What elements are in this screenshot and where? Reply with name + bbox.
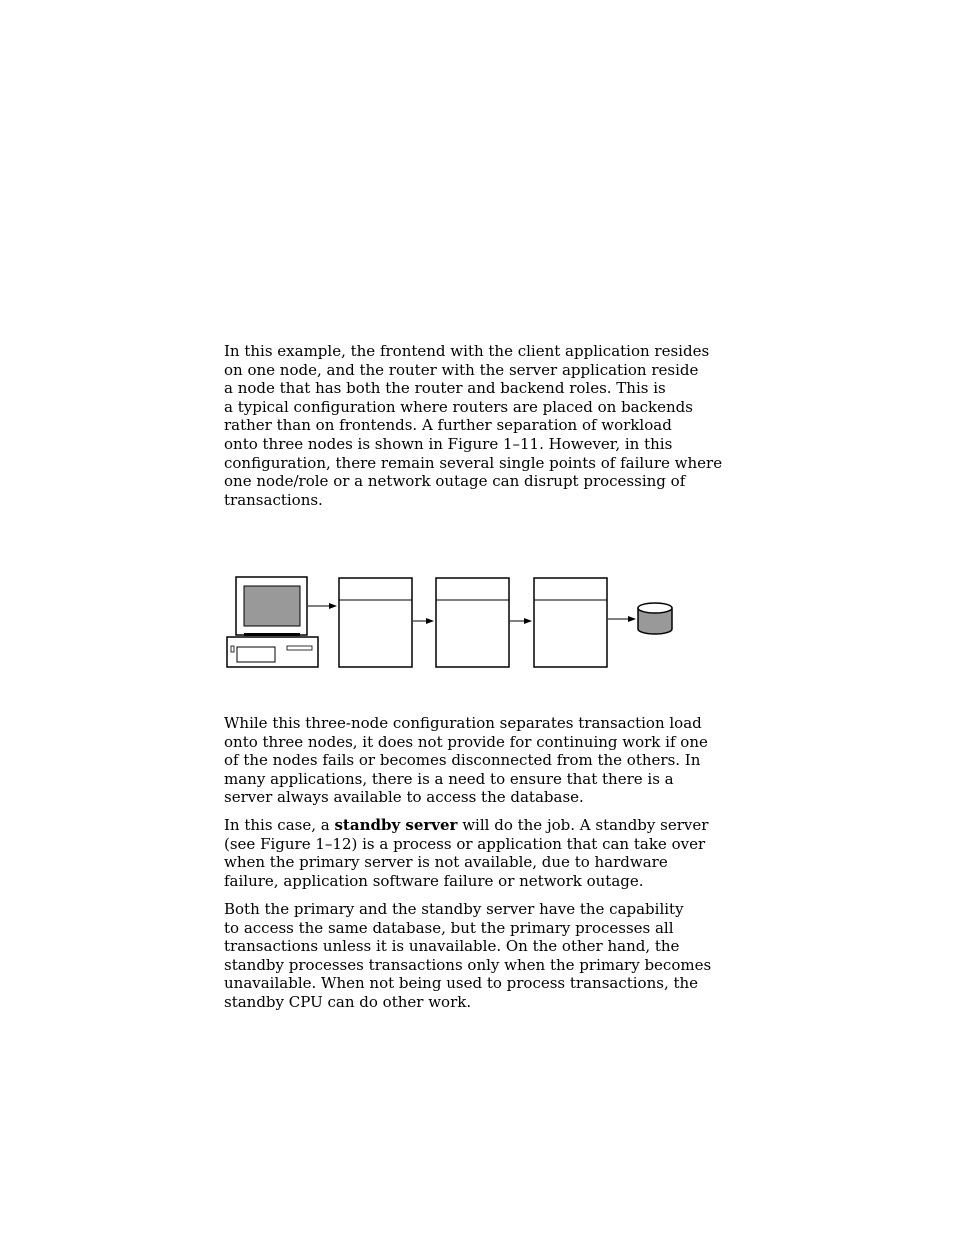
disk-drive bbox=[237, 647, 275, 662]
disk-slot bbox=[287, 646, 312, 650]
text-line: on one node, and the router with the server application reside bbox=[224, 360, 699, 379]
paragraph-primary-standby bbox=[224, 900, 711, 1012]
node-box-1 bbox=[339, 578, 412, 667]
paragraph-standby-server bbox=[224, 816, 708, 890]
text-line: failure, application software failure or network outage. bbox=[224, 871, 644, 890]
text-line: a typical configuration where routers are placed on backends bbox=[224, 397, 693, 416]
text-line: onto three nodes is shown in Figure 1–11. However, in this bbox=[224, 434, 673, 453]
text-line: a node that has both the router and backend roles. This is bbox=[224, 379, 666, 398]
text-line: In this example, the frontend with the client application resides bbox=[224, 342, 710, 360]
text-line: standby processes transactions only when the primary becomes bbox=[224, 955, 712, 974]
node-box-3 bbox=[534, 578, 607, 667]
text-line: many applications, there is a need to ensure that there is a bbox=[224, 769, 674, 788]
computer-icon bbox=[227, 577, 318, 667]
text-line: rather than on frontends. A further separation of workload bbox=[224, 416, 672, 435]
text-line: when the primary server is not available, due to hardware bbox=[224, 853, 668, 872]
text-line: unavailable. When not being used to process transactions, the bbox=[224, 974, 699, 993]
text-line: transactions. bbox=[224, 490, 323, 509]
text-line: of the nodes fails or becomes disconnected from the others. In bbox=[224, 751, 701, 770]
text-run: will do the job. A standby server bbox=[457, 816, 709, 834]
text-line: Both the primary and the standby server have the capability bbox=[224, 900, 684, 918]
node-box-2 bbox=[436, 578, 509, 667]
text-line: standby CPU can do other work. bbox=[224, 992, 472, 1011]
text-line: one node/role or a network outage can disrupt processing of bbox=[224, 472, 686, 491]
paragraph-three-node bbox=[224, 714, 708, 807]
text-run: In this case, a bbox=[224, 816, 335, 834]
text-line: onto three nodes, it does not provide for continuing work if one bbox=[224, 732, 708, 751]
text-line: (see Figure 1–12) is a process or application that can take over bbox=[224, 834, 706, 853]
text-line: server always available to access the database. bbox=[224, 788, 584, 807]
text-line: While this three-node configuration separates transaction load bbox=[224, 714, 702, 732]
text-line bbox=[224, 816, 708, 835]
text-line: to access the same database, but the primary processes all bbox=[224, 918, 674, 937]
database-icon bbox=[638, 603, 672, 634]
text-line: transactions unless it is unavailable. On the other hand, the bbox=[224, 937, 680, 956]
text-line: configuration, there remain several single points of failure where bbox=[224, 453, 723, 472]
screen bbox=[244, 586, 300, 626]
term-standby-server: standby server bbox=[334, 816, 458, 834]
